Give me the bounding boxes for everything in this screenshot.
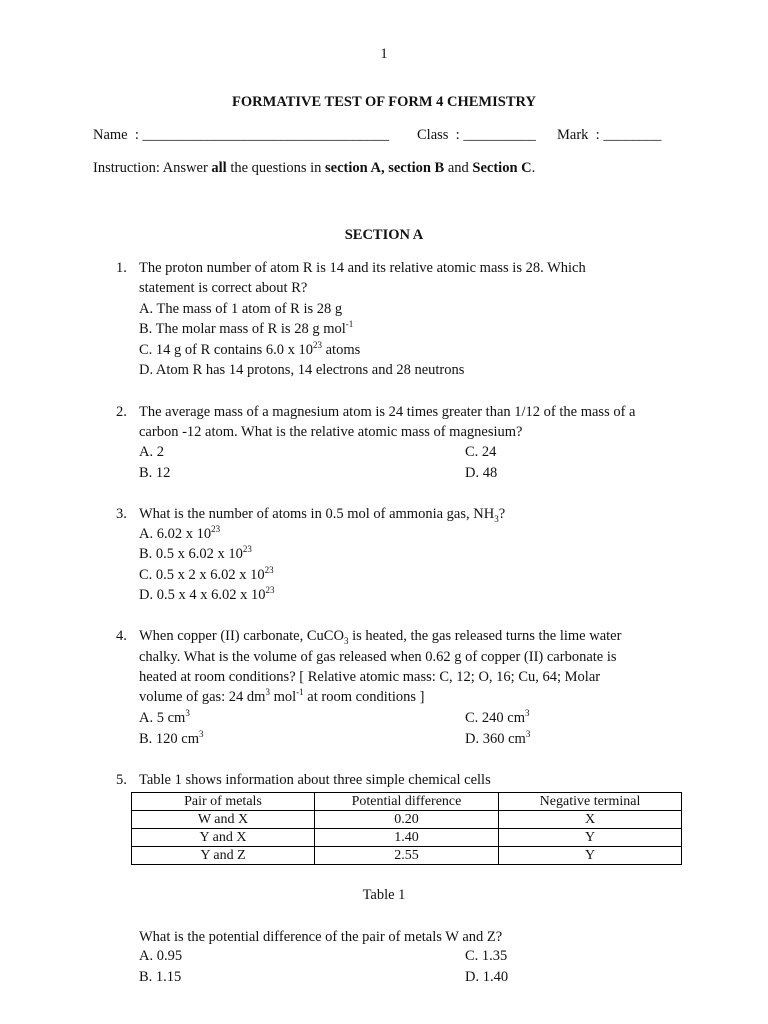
question-text: What is the number of atoms in 0.5 mol of ammonia gas, $NH_3$? bbox=[139, 506, 506, 524]
question-number: 4. bbox=[116, 628, 127, 644]
question-number: 1. bbox=[116, 260, 127, 276]
option-d[interactable]: D. 360 $cm^3$ bbox=[465, 729, 531, 747]
question-text: When copper (II) carbonate, CuCO$_3$ is heated, the gas released turns the lime water bbox=[139, 628, 622, 646]
question-text: carbon -12 atom. What is the relative atomic mass of magnesium? bbox=[139, 424, 523, 440]
table-row bbox=[132, 847, 682, 865]
option-b[interactable]: B. 1.15 bbox=[139, 969, 182, 985]
mark-blank: : ________ bbox=[595, 127, 662, 143]
option-c[interactable]: C. 24 bbox=[465, 444, 497, 460]
table-caption: Table 1 bbox=[362, 887, 406, 903]
table-cell: 1.40 bbox=[315, 829, 499, 847]
mark-label: Mark bbox=[557, 127, 589, 143]
option-b[interactable]: B. 0.5 x 6.02 x $10^{23}$ bbox=[139, 544, 252, 562]
question-text: heated at room conditions? [ Relative atomic mass: C, 12; O, 16; Cu, 64; Molar bbox=[139, 669, 601, 685]
table-header-row bbox=[132, 793, 682, 811]
page-title: FORMATIVE TEST OF FORM 4 CHEMISTRY bbox=[232, 94, 536, 110]
table-cell: 2.55 bbox=[315, 847, 499, 865]
table-cell: W and X bbox=[132, 811, 315, 829]
table-cell: Y bbox=[499, 847, 682, 865]
question-text: Table 1 shows information about three simple chemical cells bbox=[139, 772, 491, 788]
option-a[interactable]: A. 6.02 x $10^{23}$ bbox=[139, 524, 221, 542]
table-cell: Y and Z bbox=[132, 847, 315, 865]
option-a[interactable]: A. 2 bbox=[139, 444, 164, 460]
table-cell: X bbox=[499, 811, 682, 829]
class-field[interactable] bbox=[417, 127, 536, 144]
name-field[interactable] bbox=[93, 127, 389, 144]
question-text: What is the potential difference of the pair of metals W and Z? bbox=[139, 929, 503, 945]
table-row bbox=[132, 829, 682, 847]
option-a[interactable]: A. 5 $cm^3$ bbox=[139, 708, 190, 726]
table-header: Pair of metals bbox=[132, 793, 315, 811]
data-table bbox=[131, 792, 682, 865]
option-d[interactable]: D. 1.40 bbox=[465, 969, 509, 985]
question-text: statement is correct about R? bbox=[139, 280, 308, 296]
name-label: Name bbox=[93, 127, 128, 143]
table-cell: Y and X bbox=[132, 829, 315, 847]
option-d[interactable]: D. 48 bbox=[465, 465, 498, 481]
question-number: 3. bbox=[116, 506, 127, 522]
option-a[interactable]: A. 0.95 bbox=[139, 948, 183, 964]
question-text: chalky. What is the volume of gas released when 0.62 g of copper (II) carbonate is bbox=[139, 649, 617, 665]
option-c[interactable]: C. 1.35 bbox=[465, 948, 508, 964]
page-number: 1 bbox=[380, 46, 388, 62]
question-number: 2. bbox=[116, 404, 127, 420]
class-label: Class bbox=[417, 127, 449, 143]
question-text: The proton number of atom R is 14 and its relative atomic mass is 28. Which bbox=[139, 260, 586, 276]
class-blank: : __________ bbox=[455, 127, 536, 143]
table-header: Negative terminal bbox=[499, 793, 682, 811]
table-cell: Y bbox=[499, 829, 682, 847]
instruction: Instruction: Answer all the questions in section A, section B and Section C. bbox=[93, 160, 536, 176]
option-c[interactable]: C. 0.5 x 2 x 6.02 x $10^{23}$ bbox=[139, 565, 274, 583]
option-b[interactable]: B. 120 $cm^3$ bbox=[139, 729, 204, 747]
option-c[interactable]: C. 14 g of R contains 6.0 x $10^{23}$ atoms bbox=[139, 340, 361, 358]
section-title: SECTION A bbox=[344, 227, 424, 243]
table-header: Potential difference bbox=[315, 793, 499, 811]
mark-field[interactable] bbox=[557, 127, 661, 144]
table-row bbox=[132, 811, 682, 829]
option-b[interactable]: B. 12 bbox=[139, 465, 171, 481]
option-a[interactable]: A. The mass of 1 atom of R is 28 g bbox=[139, 301, 343, 317]
option-c[interactable]: C. 240 $cm^3$ bbox=[465, 708, 530, 726]
option-d[interactable]: D. Atom R has 14 protons, 14 electrons and 28 neutrons bbox=[139, 362, 465, 378]
option-b[interactable]: B. The molar mass of R is 28 g mol$^{-1}$ bbox=[139, 319, 354, 337]
question-text: volume of gas: 24 $dm^3$ mol$^{-1}$ at room conditions ] bbox=[139, 687, 425, 705]
option-d[interactable]: D. 0.5 x 4 x 6.02 x $10^{23}$ bbox=[139, 585, 275, 603]
question-number: 5. bbox=[116, 772, 127, 788]
question-text: The average mass of a magnesium atom is 24 times greater than 1/12 of the mass of a bbox=[139, 404, 636, 420]
table-cell: 0.20 bbox=[315, 811, 499, 829]
name-blank: : __________________________________ bbox=[134, 127, 390, 143]
